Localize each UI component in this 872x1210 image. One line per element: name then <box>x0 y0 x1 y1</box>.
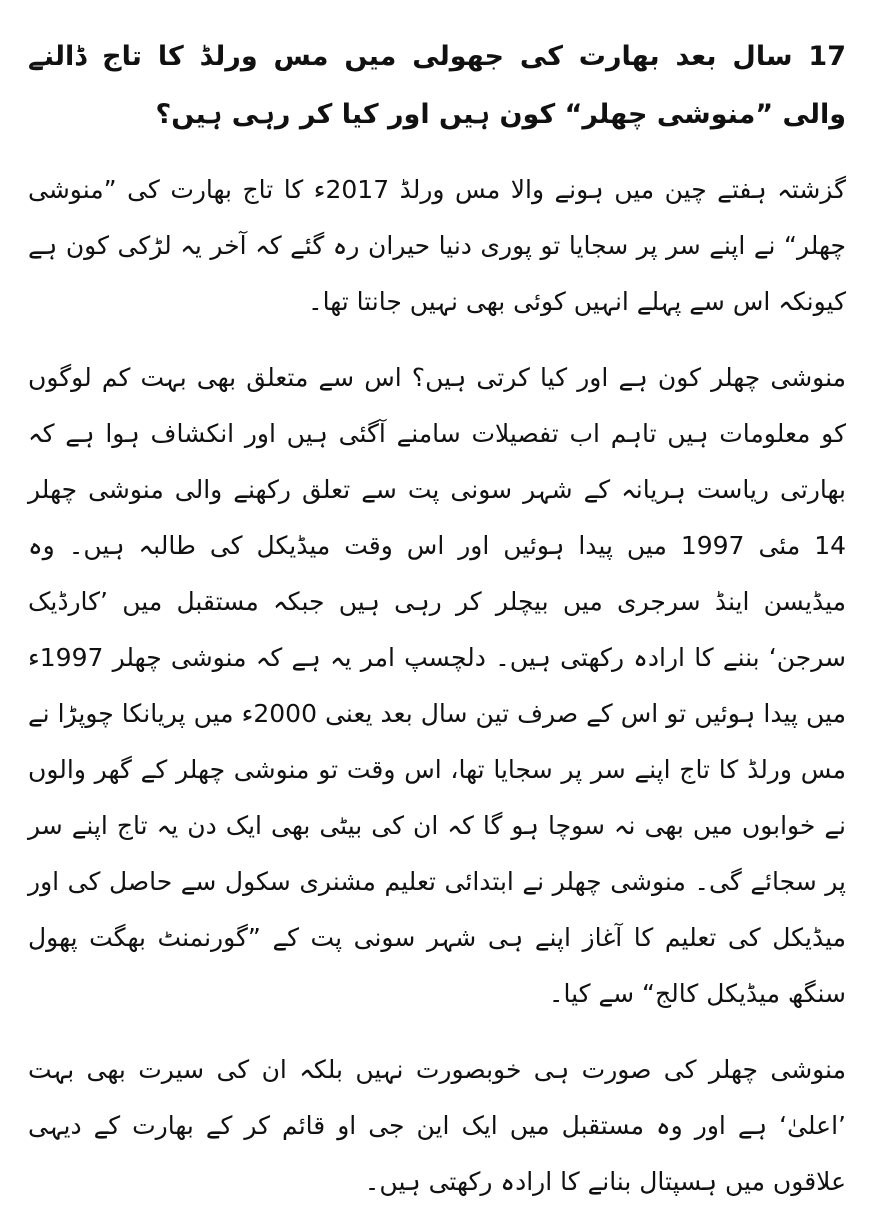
article-paragraph-2: منوشی چھلر کون ہے اور کیا کرتی ہیں؟ اس سے متعلق بھی بہت کم لوگوں کو معلومات ہیں تاہم اب تفصیلات سامنے آگئی ہیں اور انکشاف ہوا ہے کہ بھارتی ریاست ہریانہ کے شہر سونی پت سے تعلق رکھنے والی منوشی چھلر 14 مئی 1997 میں پیدا ہوئیں اور اس وقت میڈیکل کی طالبہ ہیں۔ وہ میڈیسن اینڈ سرجری میں بیچلر کر رہی ہیں جبکہ مستقبل میں ’کارڈیک سرجن‘ بننے کا ارادہ رکھتی ہیں۔ دلچسپ امر یہ ہے کہ منوشی چھلر 1997ء میں پیدا ہوئیں تو اس کے صرف تین سال بعد یعنی 2000ء میں پریانکا چوپڑا نے مس ورلڈ کا تاج اپنے سر پر سجایا تھا، اس وقت تو منوشی چھلر کے گھر والوں نے خوابوں میں بھی نہ سوچا ہو گا کہ ان کی بیٹی بھی ایک دن یہ تاج اپنے سر پر سجائے گی۔ منوشی چھلر نے ابتدائی تعلیم مشنری سکول سے حاصل کی اور میڈیکل کی تعلیم کا آغاز اپنے ہی شہر سونی پت کے ”گورنمنٹ بھگت پھول سنگھ میڈیکل کالج“ سے کیا۔ <box>28 363 846 1008</box>
article-paragraph-1: گزشتہ ہفتے چین میں ہونے والا مس ورلڈ 2017ء کا تاج بھارت کی ”منوشی چھلر“ نے اپنے سر پر سجایا تو پوری دنیا حیران رہ گئے کہ آخر یہ لڑکی کون ہے کیونکہ اس سے پہلے انہیں کوئی بھی نہیں جانتا تھا۔ <box>28 175 846 316</box>
article-title: 17 سال بعد بھارت کی جھولی میں مس ورلڈ کا تاج ڈالنے والی ”منوشی چھلر“ کون ہیں اور کیا کر رہی ہیں؟ <box>28 41 846 130</box>
article-paragraph-3: منوشی چھلر کی صورت ہی خوبصورت نہیں بلکہ ان کی سیرت بھی بہت ’اعلیٰ‘ ہے اور وہ مستقبل میں ایک این جی او قائم کر کے بھارت کے دیہی علاقوں میں ہسپتال بنانے کا ارادہ رکھتی ہیں۔ <box>28 1055 846 1196</box>
